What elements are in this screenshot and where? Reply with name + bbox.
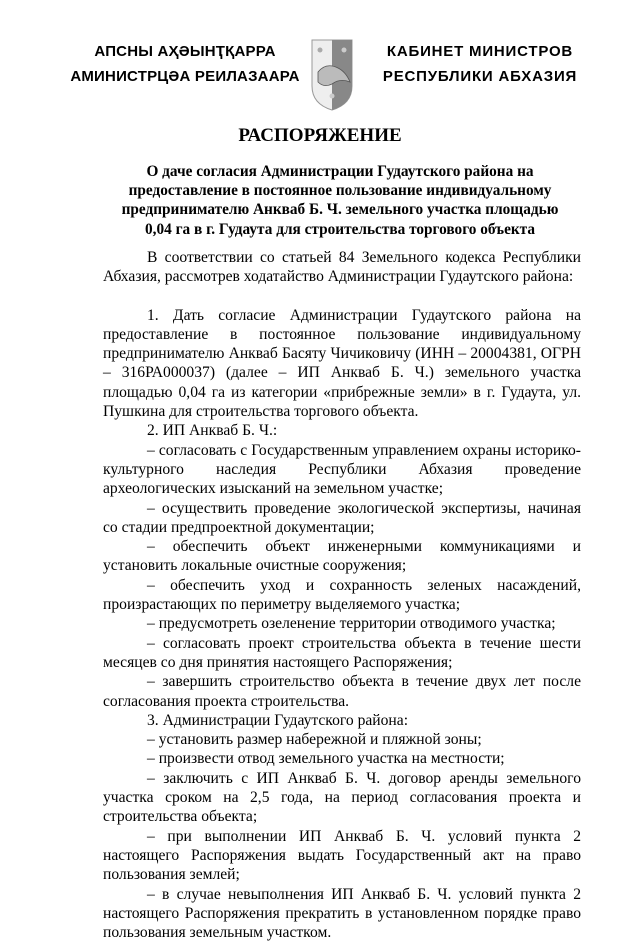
paragraph: – согласовать проект строительства объекта в течение шести месяцев со дня принятия настоящего Распоряжения; bbox=[103, 634, 581, 673]
header-left-line: АПСНЫ АҲӘЫНҬҚАРРА bbox=[70, 39, 300, 64]
header-right bbox=[360, 39, 600, 89]
paragraph: 2. ИП Анкваб Б. Ч.: bbox=[103, 421, 581, 440]
paragraph: 1. Дать согласие Администрации Гудаутского района на предоставление в постоянное пользование индивидуальному предпринимателю Анкваб Басяту Чичиковичу (ИНН – 20004381, ОГРН – 316РА000037) (далее – ИП Анкваб Б. Ч.) земельного участка площадью 0,04 га из категории «прибрежные земли» в г. Гудаута, ул. Пушкина для строительства торгового объекта. bbox=[103, 306, 581, 422]
paragraph: – заключить с ИП Анкваб Б. Ч. договор аренды земельного участка сроком на 2,5 года, на период согласования проекта и строительства объекта; bbox=[103, 769, 581, 827]
paragraph: – произвести отвод земельного участка на местности; bbox=[103, 749, 581, 768]
header-left bbox=[70, 39, 300, 89]
paragraph: – завершить строительство объекта в течение двух лет после согласования проекта строительства. bbox=[103, 672, 581, 711]
paragraph: – при выполнении ИП Анкваб Б. Ч. условий пункта 2 настоящего Распоряжения выдать Государственный акт на право пользования землей; bbox=[103, 827, 581, 885]
paragraph: – обеспечить уход и сохранность зеленых насаждений, произрастающих по периметру выделяемого участка; bbox=[103, 576, 581, 615]
paragraph: – предусмотреть озеленение территории отводимого участка; bbox=[103, 614, 581, 633]
document-body bbox=[103, 248, 581, 942]
paragraph: 3. Администрации Гудаутского района: bbox=[103, 711, 581, 730]
document-title: РАСПОРЯЖЕНИЕ bbox=[0, 125, 640, 147]
header-right-line: РЕСПУБЛИКИ АБХАЗИЯ bbox=[360, 64, 600, 89]
paragraph: – обеспечить объект инженерными коммуникациями и установить локальные очистные сооружения; bbox=[103, 537, 581, 576]
header-left-line: АМИНИСТРЦӘА РЕИЛАЗААРА bbox=[70, 64, 300, 89]
coat-of-arms-emblem bbox=[310, 38, 354, 112]
paragraph: – установить размер набережной и пляжной зоны; bbox=[103, 730, 581, 749]
document-subject: О даче согласия Администрации Гудаутского района на предоставление в постоянное пользование индивидуальному предпринимателю Анкваб Б. Ч. земельного участка площадью 0,04 га в г. Гудаута для строительства торгового объекта bbox=[120, 162, 560, 239]
paragraph: – осуществить проведение экологической экспертизы, начиная со стадии предпроектной документации; bbox=[103, 499, 581, 538]
paragraph: – в случае невыполнения ИП Анкваб Б. Ч. условий пункта 2 настоящего Распоряжения прекратить в установленном порядке право пользования земельным участком. bbox=[103, 885, 581, 942]
preamble: В соответствии со статьей 84 Земельного кодекса Республики Абхазия, рассмотрев ходатайство Администрации Гудаутского района: bbox=[103, 248, 581, 287]
header-right-line: КАБИНЕТ МИНИСТРОВ bbox=[360, 39, 600, 64]
paragraph: – согласовать с Государственным управлением охраны историко-культурного наследия Республики Абхазия проведение археологических изысканий на земельном участке; bbox=[103, 441, 581, 499]
